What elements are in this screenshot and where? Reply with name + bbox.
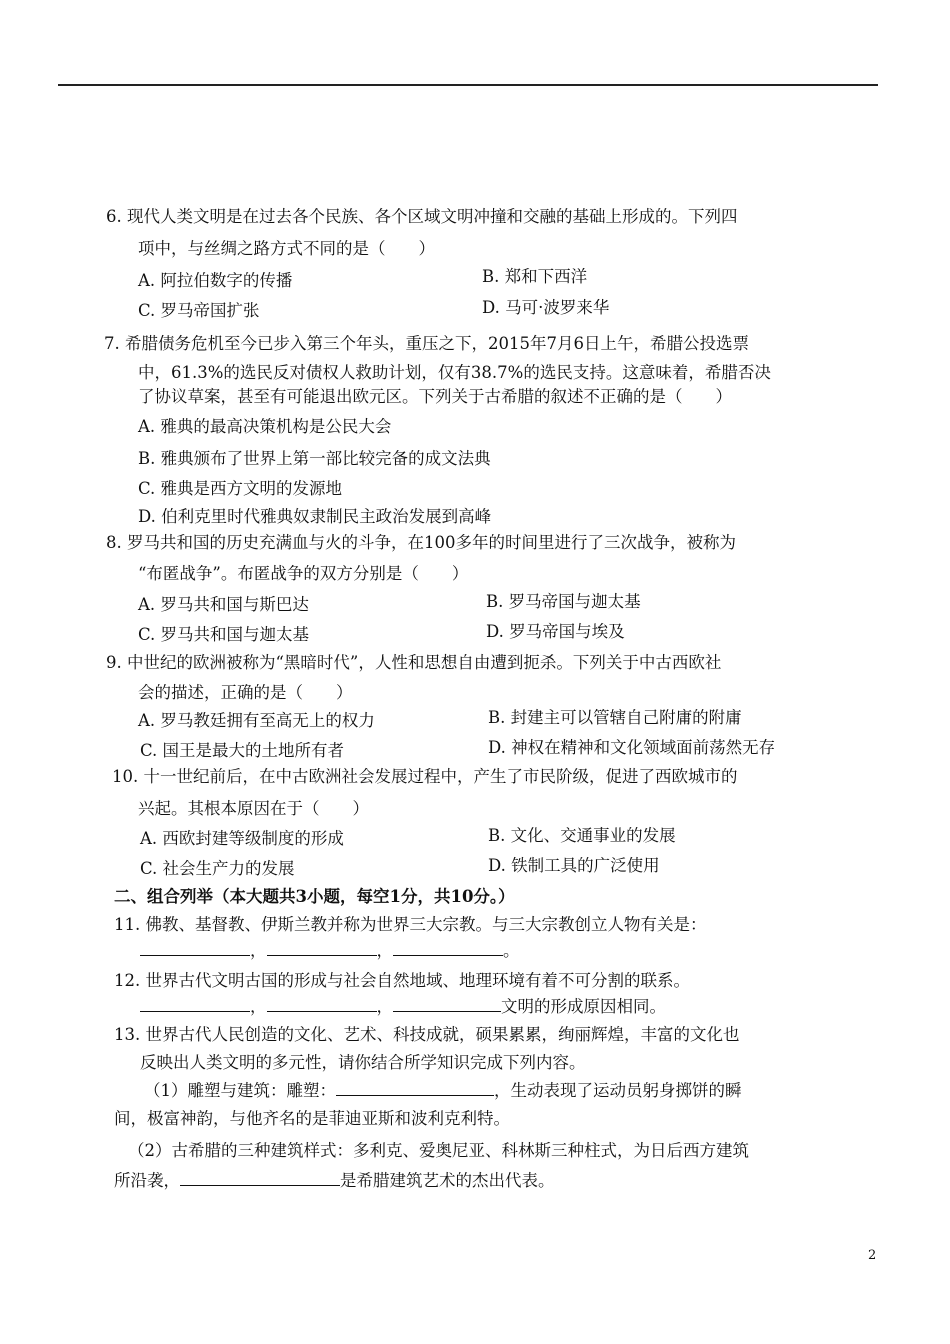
q13-part1-head: （1）雕塑与建筑：雕塑： bbox=[144, 1081, 336, 1100]
q12-blank-1[interactable] bbox=[140, 997, 250, 1012]
q9-option-d: D. 神权在精神和文化领域面前荡然无存 bbox=[488, 738, 776, 757]
q12-tail-text: 文明的形成原因相同。 bbox=[501, 997, 666, 1016]
q12-separator-2: ， bbox=[376, 997, 393, 1016]
q13-stem-line1: 13. 世界古代人民创造的文化、艺术、科技成就，硕果累累，绚丽辉煌，丰富的文化也 bbox=[114, 1025, 740, 1044]
q11-end-mark: 。 bbox=[503, 941, 520, 960]
q13-part1-line2: 间，极富神韵，与他齐名的是菲迪亚斯和波利克利特。 bbox=[114, 1109, 510, 1128]
q9-stem-line2: 会的描述，正确的是（ ） bbox=[138, 683, 353, 702]
section-heading: 二、组合列举（本大题共3小题，每空1分，共10分。） bbox=[114, 887, 515, 906]
q6-option-d: D. 马可·波罗来华 bbox=[482, 298, 610, 317]
q6-stem-line2: 项中，与丝绸之路方式不同的是（ ） bbox=[138, 239, 435, 258]
q8-stem-line2: “布匿战争”。布匿战争的双方分别是（ ） bbox=[138, 564, 469, 583]
q11-stem: 11. 佛教、基督教、伊斯兰教并称为世界三大宗教。与三大宗教创立人物有关是： bbox=[114, 915, 707, 934]
q8-option-a: A. 罗马共和国与斯巴达 bbox=[138, 595, 309, 614]
q8-option-d: D. 罗马帝国与埃及 bbox=[486, 622, 625, 641]
q12-separator-1: ， bbox=[250, 997, 267, 1016]
q10-stem-line1: 10. 十一世纪前后，在中古欧洲社会发展过程中，产生了市民阶级，促进了西欧城市的 bbox=[112, 767, 738, 786]
q10-stem-line2: 兴起。其根本原因在于（ ） bbox=[138, 799, 369, 818]
q7-option-b: B. 雅典颁布了世界上第一部比较完备的成文法典 bbox=[138, 449, 491, 468]
q13-part1-line1 bbox=[144, 1080, 742, 1102]
q6-option-a: A. 阿拉伯数字的传播 bbox=[138, 271, 293, 290]
q7-stem-line2: 中，61.3%的选民反对债权人救助计划，仅有38.7%的选民支持。这意味着，希腊否决 bbox=[138, 363, 771, 382]
q9-option-a: A. 罗马教廷拥有至高无上的权力 bbox=[138, 711, 375, 730]
q12-blank-3[interactable] bbox=[393, 997, 501, 1012]
q11-answer-line bbox=[140, 940, 520, 962]
q12-answer-line bbox=[140, 996, 666, 1018]
q7-option-d: D. 伯利克里时代雅典奴隶制民主政治发展到高峰 bbox=[138, 507, 492, 526]
q7-option-c: C. 雅典是西方文明的发源地 bbox=[138, 479, 343, 498]
q13-part2-line1: （2）古希腊的三种建筑样式：多利克、爱奥尼亚、科林斯三种柱式，为日后西方建筑 bbox=[128, 1141, 749, 1160]
q8-stem-line1: 8. 罗马共和国的历史充满血与火的斗争，在100多年的时间里进行了三次战争，被称为 bbox=[106, 533, 736, 552]
q10-option-a: A. 西欧封建等级制度的形成 bbox=[140, 829, 344, 848]
q13-part2-tail: 是希腊建筑艺术的杰出代表。 bbox=[340, 1171, 555, 1190]
q9-option-b: B. 封建主可以管辖自己附庸的附庸 bbox=[488, 708, 742, 727]
q13-part2-blank[interactable] bbox=[180, 1171, 340, 1186]
q7-stem-line3: 了协议草案，甚至有可能退出欧元区。下列关于古希腊的叙述不正确的是（ ） bbox=[138, 387, 732, 406]
q6-option-b: B. 郑和下西洋 bbox=[482, 267, 588, 286]
q13-part2-line2 bbox=[114, 1170, 555, 1192]
q13-part2-head: 所沿袭， bbox=[114, 1171, 180, 1190]
q6-stem-line1: 6. 现代人类文明是在过去各个民族、各个区域文明冲撞和交融的基础上形成的。下列四 bbox=[106, 207, 738, 226]
q11-separator-1: ， bbox=[250, 941, 267, 960]
q13-stem-line2: 反映出人类文明的多元性，请你结合所学知识完成下列内容。 bbox=[140, 1053, 586, 1072]
q7-stem-line1: 7. 希腊债务危机至今已步入第三个年头，重压之下，2015年7月6日上午，希腊公投选票 bbox=[104, 334, 749, 353]
q8-option-b: B. 罗马帝国与迦太基 bbox=[486, 592, 641, 611]
header-rule bbox=[58, 84, 878, 86]
q13-part1-tail: ，生动表现了运动员躬身掷饼的瞬 bbox=[494, 1081, 742, 1100]
q11-blank-3[interactable] bbox=[393, 941, 503, 956]
q10-option-b: B. 文化、交通事业的发展 bbox=[488, 826, 676, 845]
q8-option-c: C. 罗马共和国与迦太基 bbox=[138, 625, 310, 644]
q12-stem: 12. 世界古代文明古国的形成与社会自然地域、地理环境有着不可分割的联系。 bbox=[114, 971, 690, 990]
q10-option-d: D. 铁制工具的广泛使用 bbox=[488, 856, 660, 875]
page-number: 2 bbox=[868, 1248, 877, 1263]
q9-stem-line1: 9. 中世纪的欧洲被称为“黑暗时代”，人性和思想自由遭到扼杀。下列关于中古西欧社 bbox=[106, 653, 722, 672]
q11-blank-2[interactable] bbox=[267, 941, 377, 956]
q13-part1-blank[interactable] bbox=[336, 1081, 494, 1096]
q7-option-a: A. 雅典的最高决策机构是公民大会 bbox=[138, 417, 392, 436]
q11-separator-2: ， bbox=[376, 941, 393, 960]
q10-option-c: C. 社会生产力的发展 bbox=[140, 859, 295, 878]
q12-blank-2[interactable] bbox=[267, 997, 377, 1012]
q11-blank-1[interactable] bbox=[140, 941, 250, 956]
q6-option-c: C. 罗马帝国扩张 bbox=[138, 301, 260, 320]
q9-option-c: C. 国王是最大的土地所有者 bbox=[140, 741, 345, 760]
